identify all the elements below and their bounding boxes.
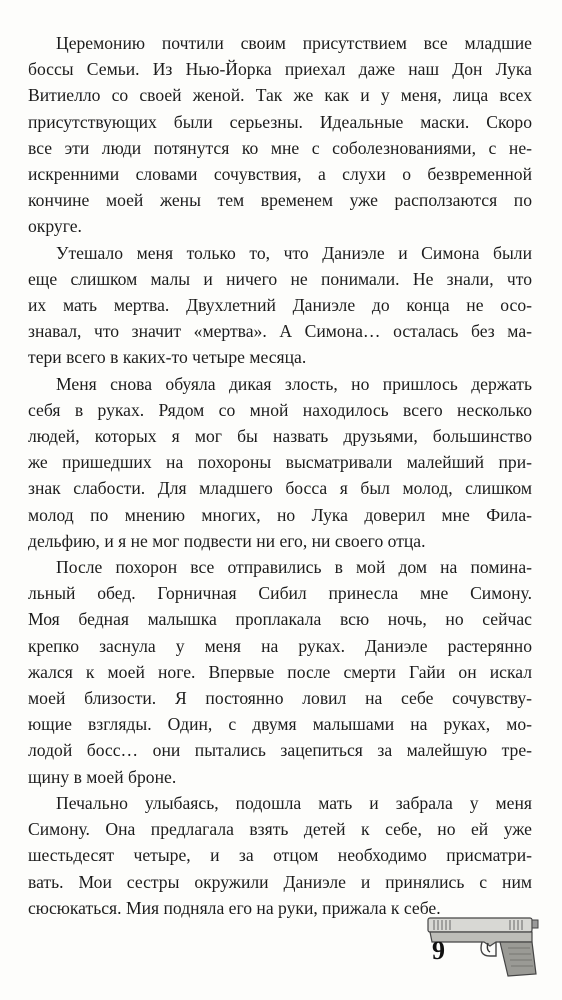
text-line: сюсюкаться. Мия подняла его на руки, прижала к себе. bbox=[28, 897, 441, 918]
paragraph bbox=[28, 240, 532, 371]
body-text bbox=[28, 30, 532, 921]
paragraph bbox=[28, 30, 532, 240]
text-line: Витиелло со своей женой. Так же как и у меня, лица всех bbox=[28, 85, 532, 106]
text-line: же пришедших на похороны высматривали малейший при- bbox=[28, 452, 532, 473]
text-line: После похорон все отправились в мой дом на помина- bbox=[56, 557, 532, 578]
text-line: знак слабости. Для младшего босса я был молод, слишком bbox=[28, 478, 532, 499]
paragraph bbox=[28, 790, 532, 921]
text-line: Утешало меня только то, что Даниэле и Симона были bbox=[56, 242, 532, 263]
text-line: еще слишком малы и ничего не понимали. Не знали, что bbox=[28, 268, 532, 289]
text-line: молод по мнению многих, но Лука доверил мне Фила- bbox=[28, 504, 532, 525]
text-line: Симону. Она предлагала взять детей к себе, но ей уже bbox=[28, 819, 532, 840]
text-line: Моя бедная малышка проплакала всю ночь, но сейчас bbox=[28, 609, 532, 630]
text-line: жался к моей ноге. Впервые после смерти Гайи он искал bbox=[28, 661, 532, 682]
text-line: кончине моей жены тем временем уже расползаются по bbox=[28, 190, 532, 211]
text-line: их мать мертва. Двухлетний Даниэле до конца не осо- bbox=[28, 295, 532, 316]
text-line: крепко заснула у меня на руках. Даниэле растерянно bbox=[28, 635, 532, 656]
text-line: вать. Мои сестры окружили Даниэле и принялись с ним bbox=[28, 871, 532, 892]
page-number: 9 bbox=[432, 936, 445, 965]
text-line: Церемонию почтили своим присутствием все младшие bbox=[56, 33, 532, 53]
text-line: льный обед. Горничная Сибил принесла мне Симону. bbox=[28, 583, 532, 604]
text-line: знавал, что значит «мертва». А Симона… осталась без ма- bbox=[28, 321, 532, 342]
text-line: щину в моей броне. bbox=[28, 766, 177, 787]
text-line: боссы Семьи. Из Нью-Йорка приехал даже наш Дон Лука bbox=[28, 59, 532, 80]
text-line: людей, которых я мог бы назвать друзьями, большинство bbox=[28, 426, 532, 447]
text-line: дельфию, и я не мог подвести ни его, ни своего отца. bbox=[28, 530, 426, 551]
paragraph bbox=[28, 371, 532, 554]
text-line: лодой босс… они пытались зацепиться за малейшую тре- bbox=[28, 740, 532, 761]
text-line: Печально улыбаясь, подошла мать и забрала у меня bbox=[56, 792, 532, 813]
text-line: Меня снова обуяла дикая злость, но пришлось держать bbox=[56, 373, 532, 394]
text-line: тери всего в каких-то четыре месяца. bbox=[28, 347, 307, 368]
text-line: моей близости. Я постоянно ловил на себе сочувству- bbox=[28, 688, 532, 709]
text-line: все эти люди потянутся ко мне с соболезнованиями, с не- bbox=[28, 137, 532, 158]
paragraph bbox=[28, 554, 532, 790]
text-line: искренними словами сочувствия, а слухи о безвременной bbox=[28, 164, 532, 185]
text-line: ющие взгляды. Один, с двумя малышами на руках, мо- bbox=[28, 714, 532, 735]
text-line: округе. bbox=[28, 216, 82, 237]
text-line: шестьдесят четыре, и за отцом необходимо присматри- bbox=[28, 845, 532, 866]
text-line: присутствующих были серьезны. Идеальные маски. Скоро bbox=[28, 111, 532, 132]
text-line: себя в руках. Рядом со мной находилось всего несколько bbox=[28, 399, 532, 420]
